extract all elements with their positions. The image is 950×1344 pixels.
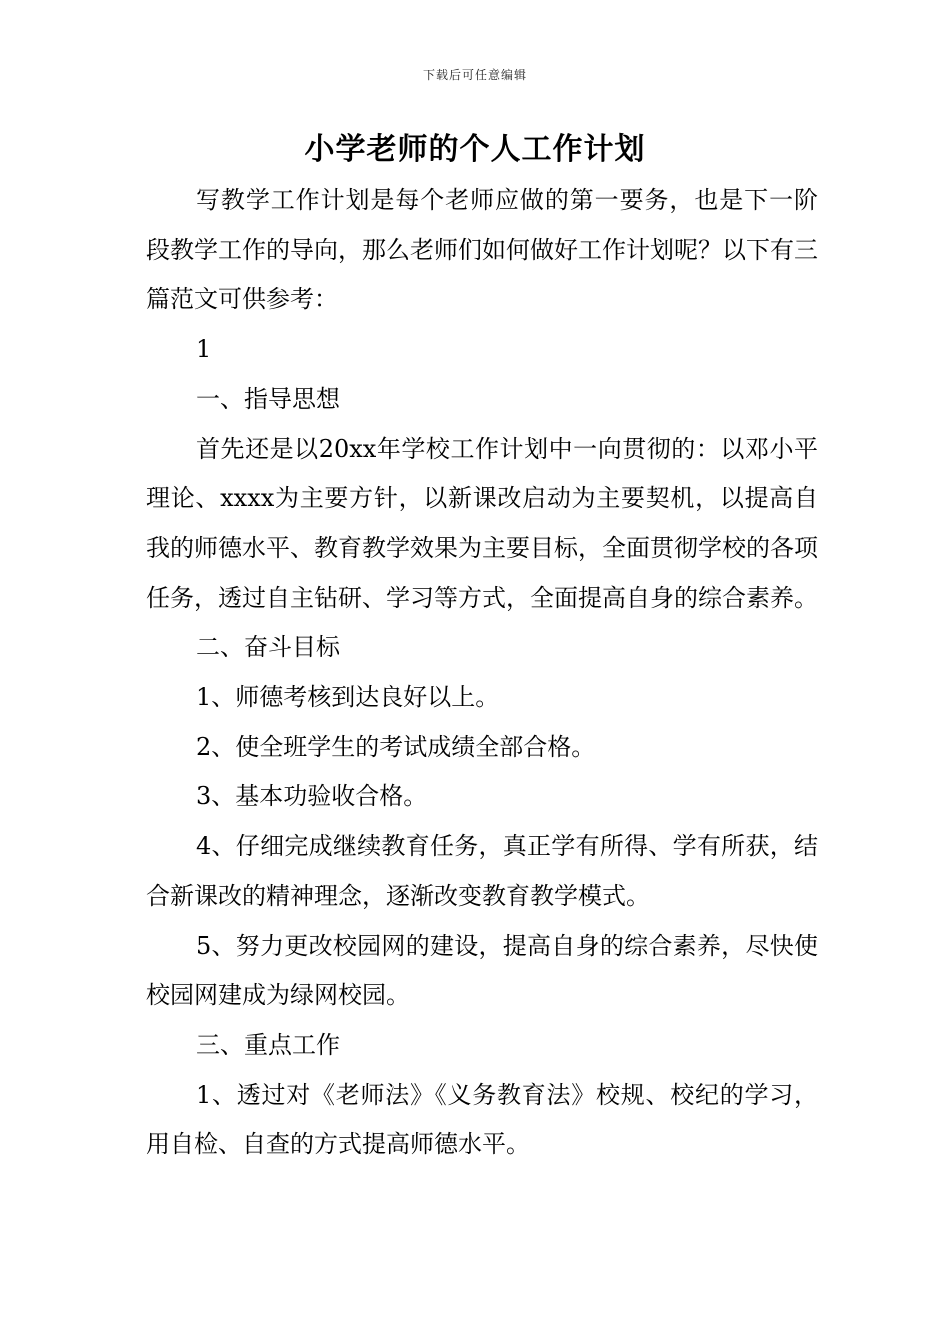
goal-item-4: 4、仔细完成继续教育任务，真正学有所得、学有所获，结合新课改的精神理念，逐渐改变教育教学模式。 [146,832,818,910]
header-note: 下载后可任意编辑 [422,68,527,82]
goal-item-2: 2、使全班学生的考试成绩全部合格。 [196,732,596,761]
document-title: 小学老师的个人工作计划 [304,132,646,167]
heading-key-work: 三、重点工作 [196,1030,340,1059]
intro-paragraph: 写教学工作计划是每个老师应做的第一要务，也是下一阶段教学工作的导向，那么老师们如何做好工作计划呢？以下有三篇范文可供参考： [146,186,818,314]
goal-item-1: 1、师德考核到达良好以上。 [196,683,500,712]
guiding-ideology-paragraph: 首先还是以20xx年学校工作计划中一向贯彻的：以邓小平理论、xxxx为主要方针，以新课改启动为主要契机，以提高自我的师德水平、教育教学效果为主要目标，全面贯彻学校的各项任务，透过自主钻研、学习等方式，全面提高自身的综合素养。 [146,434,818,612]
heading-goals: 二、奋斗目标 [196,633,340,662]
section-number: 1 [196,335,212,364]
goal-item-5: 5、努力更改校园网的建设，提高自身的综合素养，尽快使校园网建成为绿网校园。 [146,931,818,1010]
heading-guiding-ideology: 一、指导思想 [196,384,340,413]
document-body [146,176,818,1170]
key-work-item-1: 1、透过对《老师法》《义务教育法》校规、校纪的学习，用自检、自查的方式提高师德水平。 [146,1080,818,1159]
goal-item-3: 3、基本功验收合格。 [196,782,428,811]
